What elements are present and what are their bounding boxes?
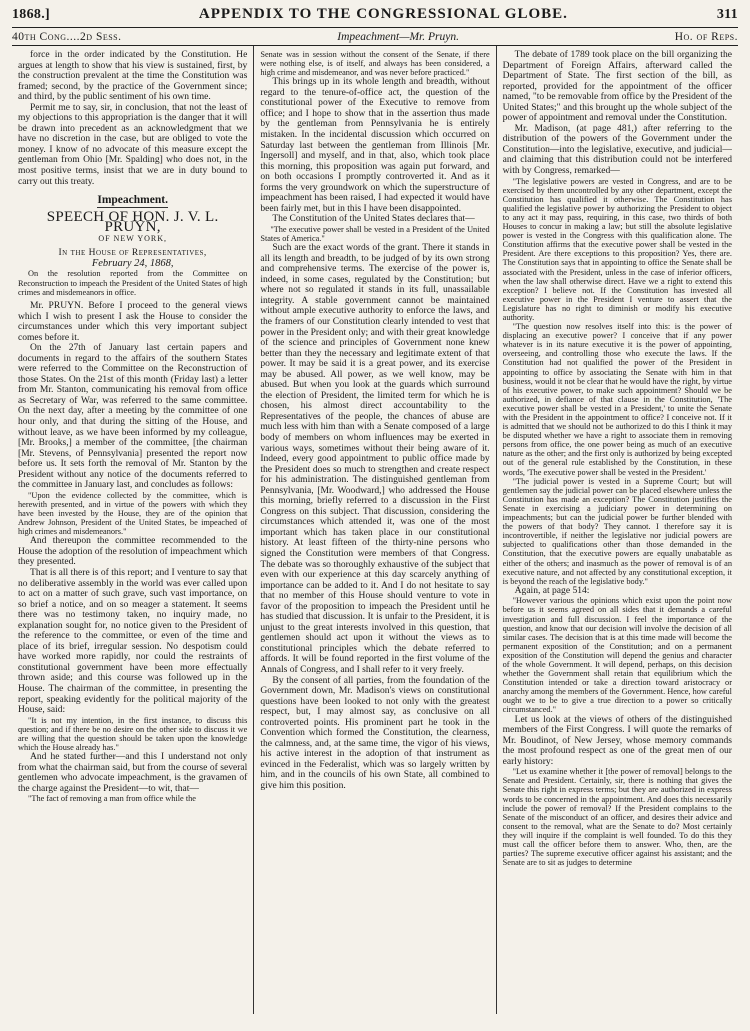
block-quote: "The fact of removing a man from office while the [28, 794, 196, 804]
block-quote: "The question now resolves itself into this: is the power of displacing an executive power? I conceive that if any power whatever is in its nature executive it is the power of appointing, overseeing, and controlling those who execute the laws. If the Constitution had not qualified the power of the President in appointing to office by associating the Senate with him in that business, would it not be clear that he would have the right, by virtue of his executive power, to make such appointment? Should we be authorized, in defiance of that clause in the Constitution, 'The executive power shall be vested in a President,' to unite the Senate with the President in the appointment to office? I conceive not. If it is admitted that we should not be authorized to do this I think it may be disputed whether we have a right to associate them in removing persons from office, the one power being as much of an executive nature as the other; and the first only is authorized by being excepted out of the general rule established by the Constitution, in these words, 'The executive power shall be vested in the President.' [502, 322, 732, 477]
header-page-number: 311 [716, 7, 738, 22]
subheader-session: 40th Cong....2d Sess. [12, 30, 122, 43]
paragraph: On the 27th of January last certain papers and documents in regard to the affairs of the southern States were referred to the Committee on the Reconstruction of those States. On the 21st of this month (Friday last) a letter from Mr. Stanton, communicating his removal from office as Secretary of War, was referred to the same committee. On the next day, after a meeting by the committee of one hour only, and that during the sitting of the House, and without leave, as we have been informed by my colleague, [Mr. Brooks,] a member of the committee, [the chairman [Mr. Stevens, of Pennsylvania] presented the report now before us. It sets forth the removal of Mr. Stanton by the President without any notice of the documents referred to the committee in January last, and concludes as follows: [18, 342, 248, 491]
speech-date: February 24, 1868, [91, 257, 174, 269]
block-quote: "The executive power shall be vested in a President of the United States of America." [260, 224, 490, 244]
paragraph: Mr. Madison, (at page 481,) after referring to the distribution of the powers of the Government under the Constitution—into the legislative, executive, and judicial—and claiming that this distribution could not be interfered with by Congress, remarked— [502, 122, 732, 177]
paragraph: This brings up in its whole length and breadth, without regard to the tenure-of-office act, the question of the constitutional power of the Executive to remove from office; and I hope to show that in the assertion thus made by the gentleman from Pennsylvania he is entirely mistaken. In the incidental discussion which occurred on Saturday last between the gentleman from Illinois [Mr. Ingersoll] and myself, and in that, also, which took place this morning, this proposition was again put forward, and on both occasions I promptly controverted it. And as it forms the very groundwork on which the superstructure of impeachment has been raised, I had expected it would have been fairly met, but in this I have been disappointed. [260, 76, 490, 214]
block-quote: "The judicial power is vested in a Supreme Court; but will gentlemen say the judicial power can be placed elsewhere unless the Constitution has made an exception? The Constitution justifies the Senate in exercising a judiciary power in determining on impeachments; but can the judicial power be further blended with the powers of that body? They cannot. I therefore say it is incontrovertible, if neither the legislative nor judicial powers are subjected to qualifications other than those demanded in the Constitution, that the executive powers are equally unabatable as either of the others; and inasmuch as the power of removal is of an executive nature, and not affected by any constitutional exception, it is beyond the reach of the legislative body." [502, 476, 732, 586]
section-title-text: Impeachment. [97, 194, 168, 207]
paragraph: Permit me to say, sir, in conclusion, that not the least of my objections to this appropriation is the danger that it will be drawn into precedent as an acknowledgment that we have no discretion in the case, but are obliged to vote the money. I know of no advocate of this measure except the gentleman from Ohio [Mr. Spalding] who does not, in the most positive terms, insist that we are in duty bound to carry out this treaty. [18, 101, 248, 187]
paragraph: The Constitution of the United States declares that— [272, 213, 475, 225]
section-title [18, 195, 247, 206]
column-1 [12, 46, 253, 1014]
paragraph: Such are the exact words of the grant. There it stands in all its length and breadth, to be judged of by its own strong and comprehensive terms. The exercise of the power is, indeed, in some cases, regulated by the Constitution; but where not so regulated it stands in its full, unassailable integrity. A stable government cannot be maintained without ample executive authority to enforce the laws, and the framers of our Constitution clearly intended to vest that power in the President only; and with their great knowledge of the science and principles of Government none knew better than they the necessary and legitimate extent of that power. It may be said it is a great power, and its exercise may be abused. All power, as we well know, may be abused. But when you look at the guards which surround the election of President, the limited term for which he is chosen, his almost direct accountability to the Representatives of the people, the chances of abuse are much less with him than with a Senate composed of a large body of members on whom influences may be exerted in various ways, sometimes without their being aware of it. Indeed, every good appointment to public office made by the President does so much to strengthen and create respect for his administration. The distinguished gentleman from Pennsylvania, [Mr. Woodward,] who addressed the House this morning, briefly referred to a discussion in the First Congress on this subject. That discussion, considering the circumstances which attended it, was one of the most important which has taken place in our constitutional history. At least fifteen of the thirty-nine persons who signed the Constitution were members of that Congress. The debate was so thoroughly exhaustive of the subject that even with our experience at this day scarcely anything of importance can be added to it. And I do not hesitate to say that no member of this House should venture to vote in favor of the proposition to impeach the President until he has studied that discussion. It is unfair to the President, it is unjust to the great interests involved in this question, that gentlemen should act upon it without the views as to constitutional principles which the debate referred to affords. It will be found reported in the first volume of the Annals of Congress, and I shall refer to it very freely. [260, 242, 490, 675]
paragraph: Let us look at the views of others of the distinguished members of the First Congress. I will quote the remarks of Mr. Boudinot, of New Jersey, whose memory commands the most profound respect as one of the great men of our early history: [502, 713, 732, 767]
header-year: 1868.] [12, 7, 50, 22]
block-quote: "Let us examine whether it [the power of removal] belongs to the Senate and President. Certainly, sir, there is nothing that gives the Senate this right in express terms; but they are authorized in express words to be concerned in the appointment. And does this necessarily include the power of removal? If the President complains to the Senate of the misconduct of an officer, and desires their advice and consent to the removal, what are the Senate to do? Most certainly they will inquire if the complaint is well founded. To do this they must call the officer before them to answer. Who, then, are the parties? The supreme executive officer against his assistant; and the Senate are to sit as judges to determine [502, 767, 732, 868]
block-quote: "Upon the evidence collected by the committee, which is herewith presented, and in virtue of the powers with which they have been invested by the House, they are of the opinion that Andrew Johnson, President of the United States, be impeached of high crimes and misdemeanors." [18, 490, 248, 537]
column-2 [253, 46, 495, 1014]
paragraph: Mr. PRUYN. Before I proceed to the general views which I wish to present I ask the House to consider the circumstances under which this very important subject comes before it. [18, 300, 248, 343]
speaker-state: OF NEW YORK, [98, 233, 167, 243]
subheader-chamber: Ho. of Reps. [674, 30, 738, 43]
column-3 [496, 46, 738, 1014]
paragraph: And he stated further—and this I understand not only from what the chairman said, but from the course of several gentlemen who advocate impeachment, is the gravamen of the charge against the President—to wit, that— [18, 750, 248, 794]
resolution-text: On the resolution reported from the Committee on Reconstruction to impeach the President of the United States of high crimes and misdemeanors in office. [18, 269, 248, 297]
page-subheader [12, 28, 738, 46]
columns [12, 46, 738, 1014]
paragraph: And thereupon the committee recommended to the House the adoption of the resolution of impeachment which they presented. [18, 535, 248, 568]
paragraph: That is all there is of this report; and I venture to say that no deliberative assembly in the world was ever called upon to act on a matter of such grave, such vast importance, on so brief a notice, and on so meager a statement. It seems there was no testimony taken, no inquiry made, no explanation sought for, no notice given to the President of the reference to the committee, or even of the time and place of its brief, irregular session. No despotism could have worked more rapidly, nor could the restraints of constitutional government have been more effectually thrown aside; and this course was followed up in the House. The chairman of the committee, in presenting the report, speaking evidently for the political majority of the House, said: [18, 566, 248, 716]
block-quote: "It is not my intention, in the first instance, to discuss this question; and if there be no desire on the other side to discuss it we are willing that the question should be taken upon the knowledge which the House already has." [18, 715, 248, 752]
header-title: APPENDIX TO THE CONGRESSIONAL GLOBE. [198, 6, 568, 22]
house-line: In the House of Representatives, [58, 248, 207, 259]
subheader-topic: Impeachment—Mr. Pruyn. [337, 30, 459, 43]
paragraph: force in the order indicated by the Constitution. He argues at length to show that his view is sustained, first, by the construction prevalent at the time the Constitution was framed; second, by the practice of the Government since; and third, by the public sentiment of his own time. [18, 49, 248, 103]
page-header [12, 6, 738, 24]
paragraph: The debate of 1789 took place on the bill organizing the Department of Foreign Affairs, afterward called the Department of State. The first section of the bill, as reported, provided for the appointment of the officer named, "to be removable from office by the President of the United States;" and this brought up the whole subject of the power of appointment and removal under the Constitution. [502, 49, 732, 124]
paragraph: By the consent of all parties, from the foundation of the Government down, Mr. Madison's views on constitutional questions have been looked to not only with the greatest respect, but, I may almost say, as conclusive on all controverted points. His prominent part he took in the Convention which formed the Constitution, the clearness, the calmness, and, at the same time, the vigor of his views, his active interest in the adoption of that instrument as evinced in the Federalist, which was so largely written by him, and in the councils of his own State, all combined to give him this position. [260, 674, 490, 792]
block-quote: "However various the opinions which exist upon the point now before us it seems agreed on all sides that it demands a careful investigation and full discussion. I feel the importance of the question, and know that our decision will involve the decision of all similar cases. The decision that is at this time made will become the permanent exposition of the Constitution; and on a permanent exposition of the Constitution will depend the genius and character of the whole Government. It will depend, perhaps, on this decision whether the Government shall retain that equilibrium which the Constitution intended or take a direction toward aristocracy or anarchy among the members of the Government. Hence, how careful ought we to be to give a true direction to a power so critically circumstanced." [502, 596, 732, 715]
speech-title: SPEECH OF HON. J. V. L. PRUYN, [46, 208, 219, 236]
block-quote: "The legislative powers are vested in Congress, and are to be exercised by them uncontrolled by any other department, except the Constitution has qualified it otherwise. The Constitution has qualified the legislative power by authorizing the President to object to any act it may pass, requiring, in this case, two thirds of both Houses to concur in making a law; but still the absolute legislative power is vested in the Congress with this qualification alone. The Constitution affirms that the executive power shall be vested in the President. Are there exceptions to this proposition? Yes, there are. The Constitution says that in appointing to office the Senate shall be associated with the President, unless in the case of inferior officers, when the law shall otherwise direct. Have we a right to extend this exception? I believe not. If the Constitution has invested all executive power in the President I venture to assert that the Legislature has no right to diminish or modify his executive authority. [502, 176, 732, 322]
block-quote: Senate was in session without the consent of the Senate, if there were nothing else, is of itself, and always has been considered, a high crime and misdemeanor, and was never before practiced." [260, 50, 490, 78]
paragraph: Again, at page 514: [514, 584, 590, 596]
